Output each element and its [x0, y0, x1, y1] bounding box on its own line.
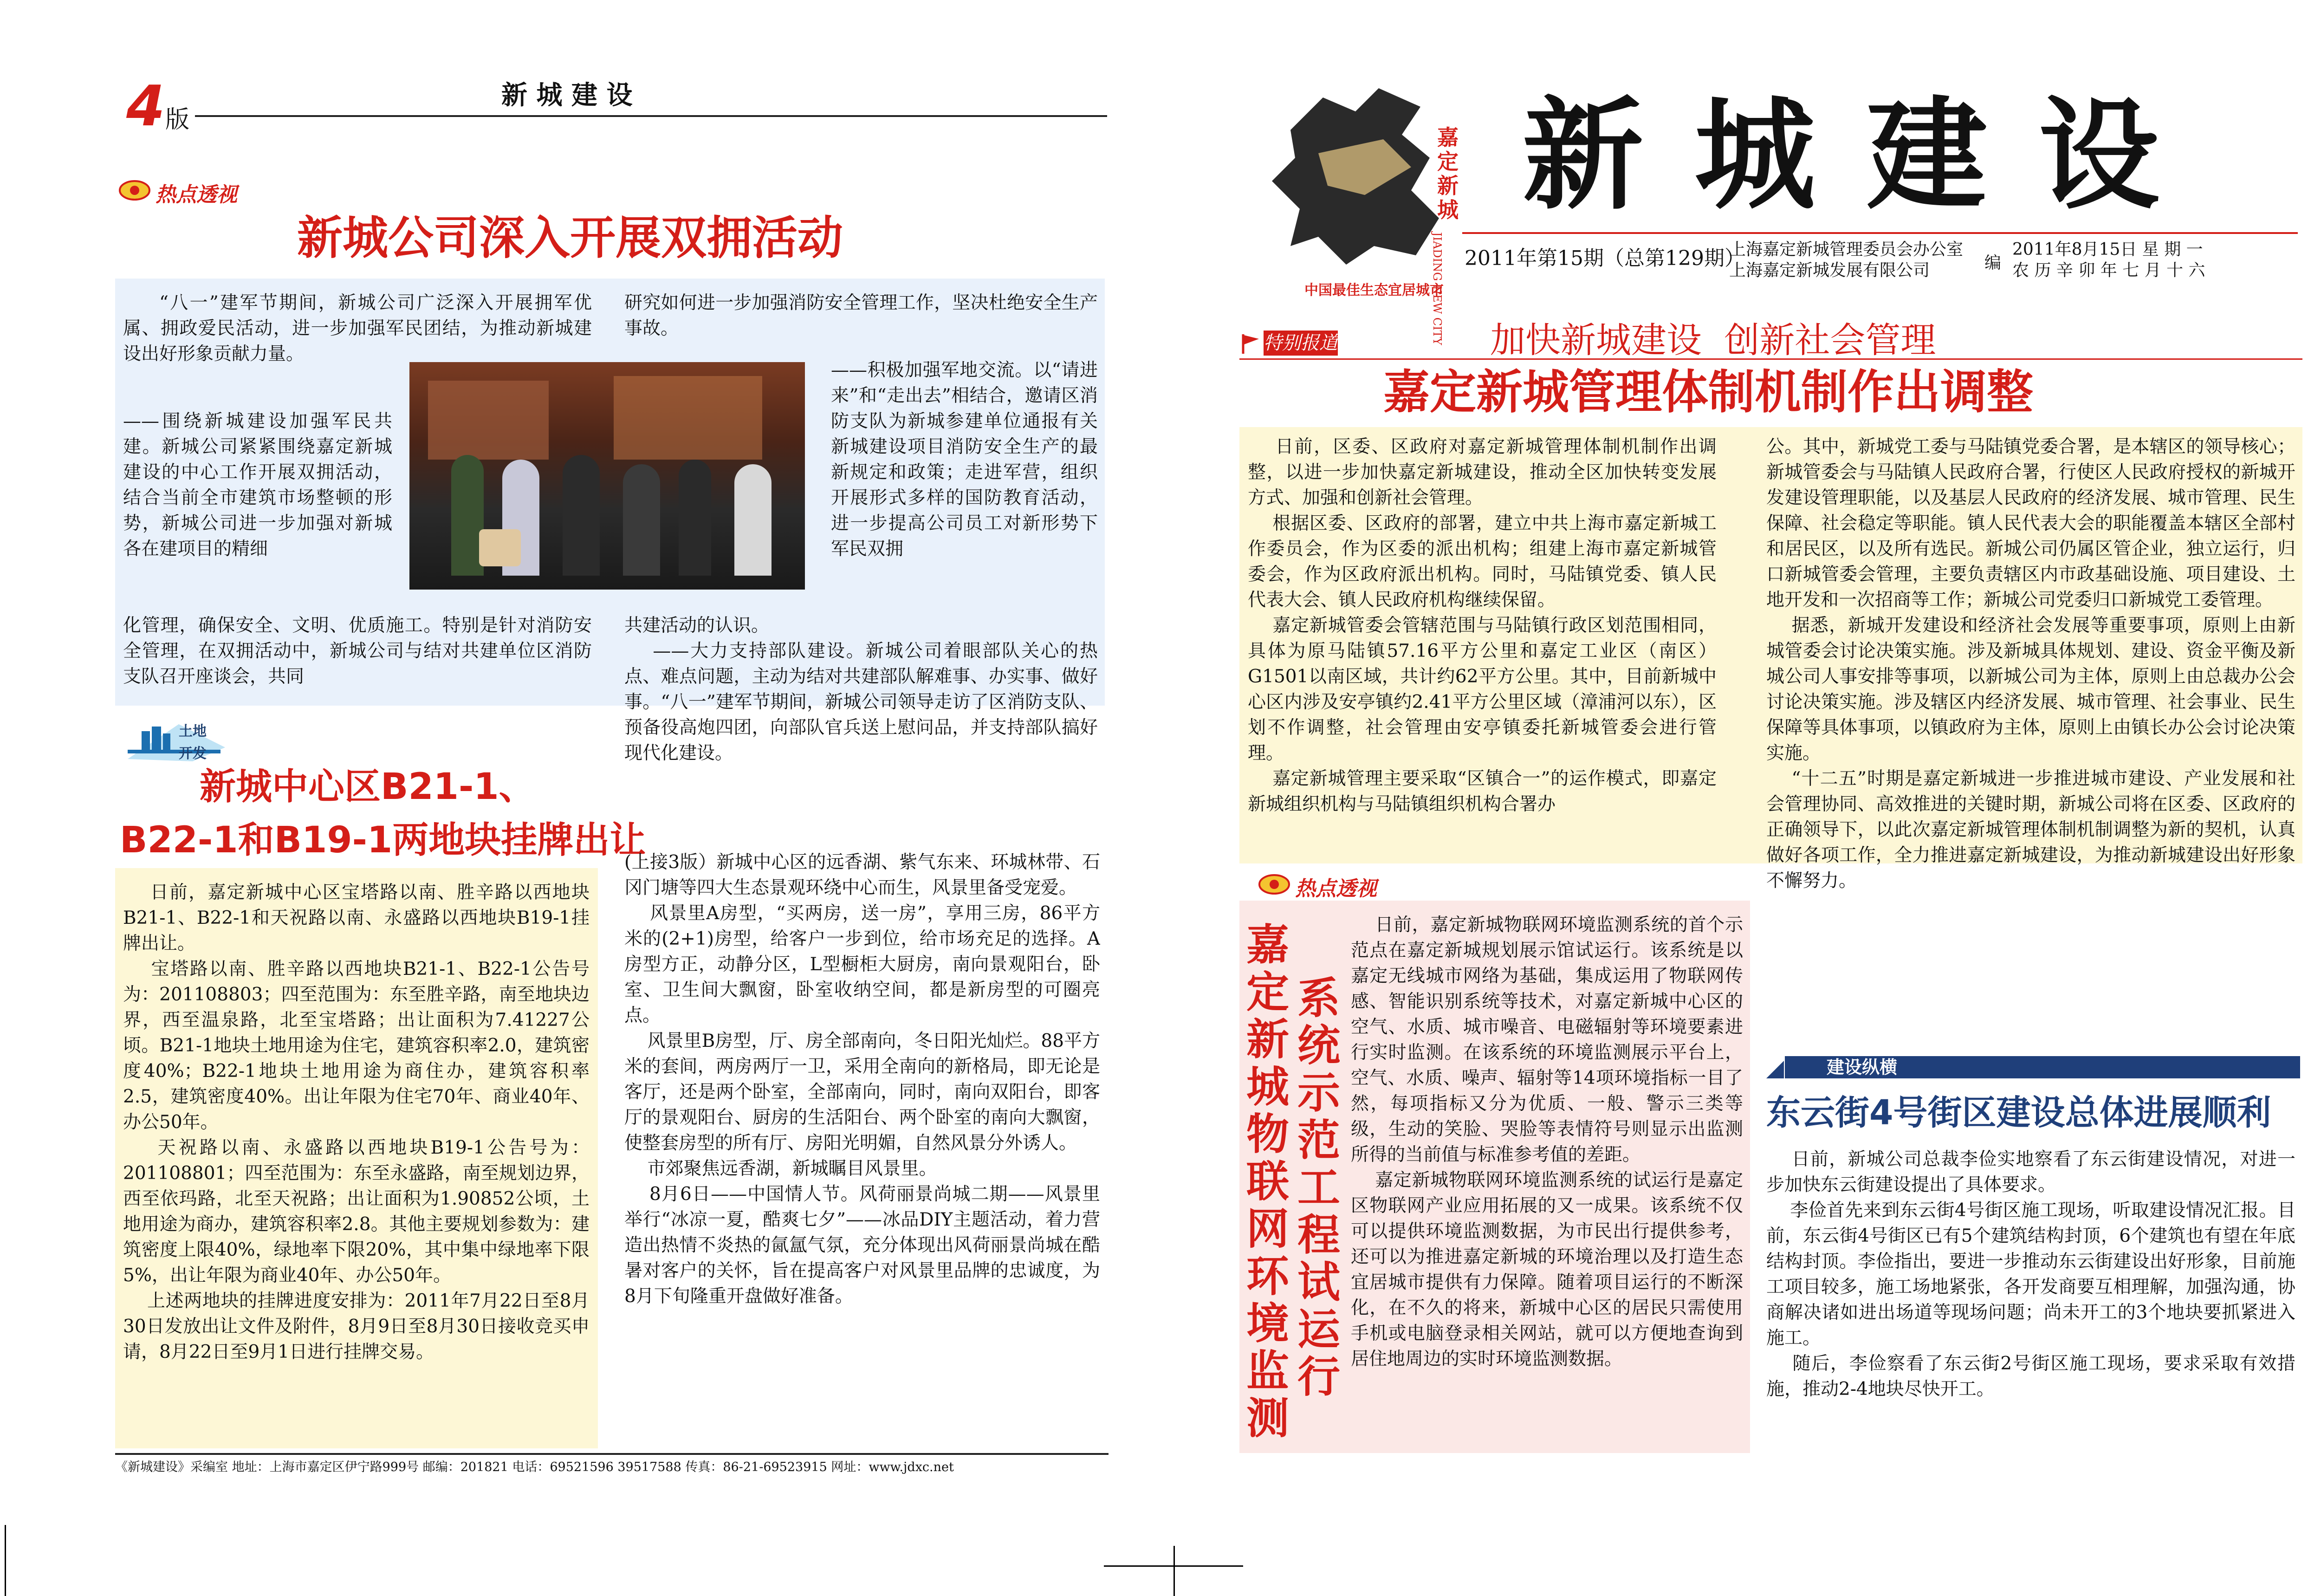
crop-mark-center-h — [1104, 1565, 1243, 1567]
iot-article-body: 日前，嘉定新城物联网环境监测系统的首个示范点在嘉定新城规划展示馆试运行。该系统是以嘉定无线城市网络为基础，集成运用了物联网传感、智能识别系统等技术，对嘉定新城中心区的空气、水质、城市噪音、电磁辐射等环境要素进行实时监测。在该系统的环境监测展示平台上，空气、水质、噪声、辐射等14项环境指标一目了然，每项指标又分为优质、一般、警示三类等级，生动的笑脸、哭脸等表情符号则显示出监测所得的当前值与标准参考值的差距。 嘉定新城物联网环境监测系统的试运行是嘉定区物联网产业应用拓展的又一成果。该系统不仅可以提供环境监测数据，为市民出行提供参考，还可以为推进嘉定新城的环境治理以及打造生态宜居城市提供有力保障。随着项目运行的不断深化，在不久的将来，新城中心区的居民只需使用手机或电脑登录相关网站，就可以方便地查询到居住地周边的实时环境监测数据。 — [1351, 915, 1743, 1369]
publisher-line1: 上海嘉定新城管理委员会办公室 — [1729, 240, 1964, 259]
main-article-col2: 公。其中，新城党工委与马陆镇党委合署，是本辖区的领导核心；新城管委会与马陆镇人民政府合署，行使区人民政府授权的新城开发建设管理职能，以及基层人民政府的经济发展、城市管理、民生保障、社会稳定等职能。镇人民代表大会的职能覆盖本辖区全部村和居民区，以及所有选民。新城公司仍属区管企业，独立运行，归口新城管委会管理，主要负责辖区内市政基础设施、项目建设、土地开发和一次招商等工作；新城公司党委归口新城党工委管理。 据悉，新城开发建设和经济社会发展等重要事项，原则上由新城管委会讨论决策实施。涉及新城具体规划、建设、资金平衡及新城公司人事安排等事项，以新城公司为主体，原则上由总裁办公会讨论决策实施。涉及辖区内经济发展、城市管理、社会事业、民生保障等具体事项，以镇政府为主体，原则上由镇长办公会讨论决策实施。 “十二五”时期是嘉定新城进一步推进城市建设、产业发展和社会管理协同、高效推进的关键时期，新城公司将在区委、区政府的正确领导下，以此次嘉定新城管理体制机制调整为新的契机，认真做好各项工作，全力推进嘉定新城建设，为推动新城建设出好形象不懈努力。 — [1766, 436, 2295, 891]
logo-slogan: 中国最佳生态宜居城市 — [1304, 282, 1444, 298]
construction-label — [1766, 1056, 2300, 1084]
dongyun-body: 日前，新城公司总裁李俭实地察看了东云街建设情况，对进一步加快东云街建设提出了具体要求。 李俭首先来到东云街4号街区施工现场，听取建设情况汇报。目前，东云街4号街区已有5个建筑结构封顶，6个建筑也有望在年底结构封顶。李俭指出，要进一步推动东云街建设出好形象，目前施工项目较多，施工场地紧张，各开发商要互相理解，加强沟通，协商解决诸如进出场道等现场问题；尚未开工的3个地块要抓紧进入施工。 随后，李俭察看了东云街2号街区施工现场，要求采取有效措施，推动2-4地块尽快开工。 — [1766, 1149, 2295, 1400]
triangle-icon — [1766, 1061, 1785, 1079]
land-development-icon — [123, 715, 230, 766]
land-label-line1: 土地 — [179, 723, 207, 740]
hot-topic-label — [118, 179, 237, 207]
article1-col1-side: ——围绕新城建设加强军民共建。新城公司紧紧围绕嘉定新城建设的中心工作开展双拥活动，结合当前全市建筑市场整顿的形势，新城公司进一步加强对新城各在建项目的精细 — [123, 411, 392, 559]
main-article-col1: 日前，区委、区政府对嘉定新城管理体制机制作出调整，以进一步加快嘉定新城建设，推动全区加快转变发展方式、加强和创新社会管理。 根据区委、区政府的部署，建立中共上海市嘉定新城工作委员会，作为区委的派出机构；组建上海市嘉定新城管委会，作为区政府派出机构。同时，马陆镇党委、镇人民代表大会、镇人民政府机构继续保留。 嘉定新城管委会管辖范围与马陆镇行政区划范围相同，具体为原马陆镇57.16平方公里和嘉定工业区（南区）G1501以南区域，共计约62平方公里。其中，目前新城中心区内涉及安亭镇约2.41平方公里区域（漳浦河以东），区划不作调整，社会管理由安亭镇委托新城管委会进行管理。 嘉定新城管理主要采取“区镇合一”的运作模式，即嘉定新城组织机构与马陆镇组织机构合署办 — [1248, 436, 1717, 815]
iot-title-right: 系统示范工程试运行 — [1297, 973, 1341, 1402]
article1-col2-bottom: 共建活动的认识。 ——大力支持部队建设。新城公司着眼部队关心的热点、难点问题，主动为结对共建部队解难事、办实事、做好事。“八一”建军节期间，新城公司领导走访了区消防支队、预备役高炮四团，向部队官兵送上慰问品，并支持部队搞好现代化建设。 — [624, 615, 1098, 764]
article2-title-line2: B22-1和B19-1两地块挂牌出让 — [120, 819, 646, 861]
article1-photo — [409, 362, 805, 590]
main-article-subtitle: 加快新城建设 创新社会管理 — [1490, 319, 1936, 361]
land-development-label — [123, 715, 230, 766]
running-head: 新 城 建 设 — [501, 80, 633, 110]
right-page — [1170, 0, 2321, 1596]
hot-topic-label-right — [1258, 873, 1377, 901]
logo-vertical-en: JIADING NEW CITY — [1431, 232, 1444, 345]
header-rule — [195, 115, 1107, 117]
construction-label-text: 建设纵横 — [1827, 1057, 1898, 1077]
flag-icon — [1239, 332, 1263, 356]
iot-title-left: 嘉定新城物联网环境监测 — [1246, 920, 1290, 1443]
edit-label: 编 — [1984, 253, 2002, 272]
eye-icon — [118, 179, 151, 202]
article1-title: 新城公司深入开展双拥活动 — [297, 212, 843, 265]
land-label-line2: 开发 — [179, 746, 207, 762]
publisher-line2: 上海嘉定新城发展有限公司 — [1729, 261, 1930, 280]
special-report-label — [1239, 331, 1337, 357]
date-line1: 2011年8月15日 星 期 一 — [2012, 240, 2203, 259]
dongyun-title: 东云街4号街区建设总体进展顺利 — [1766, 1093, 2271, 1133]
logo-vertical-name: 嘉定新城 — [1437, 125, 1459, 222]
footer-text: 《新城建设》采编室 地址：上海市嘉定区伊宁路999号 邮编：201821 电话：69521596 39517588 传真：86-21-69523915 网址：www.jdxc.net — [115, 1460, 954, 1474]
article1-col1-bottom: 化管理，确保安全、文明、优质施工。特别是针对消防安全管理，在双拥活动中，新城公司与结对共建单位区消防支队召开座谈会，共同 — [123, 615, 592, 687]
hot-topic-text: 热点透视 — [156, 183, 237, 207]
eye-icon — [1258, 873, 1290, 896]
article1-col1-top: “八一”建军节期间，新城公司广泛深入开展拥军优属、拥政爱民活动，进一步加强军民团结，为推动新城建设出好形象贡献力量。 — [123, 292, 592, 364]
crop-mark-left — [5, 1525, 6, 1596]
masthead-rule — [1462, 232, 2298, 234]
special-report-text: 特别报道 — [1264, 331, 1338, 356]
issue-number: 2011年第15期（总第129期） — [1465, 247, 1745, 270]
article1-col2-top: 研究如何进一步加强消防安全管理工作，坚决杜绝安全生产事故。 — [624, 292, 1098, 339]
article2-title-line1: 新城中心区B21-1、 — [200, 766, 535, 808]
page-unit: 版 — [165, 106, 190, 134]
article1-col2-side: ——积极加强军地交流。以“请进来”和“走出去”相结合，邀请区消防支队为新城参建单位通报有关新城建设项目消防安全生产的最新规定和政策；走进军营，组织开展形式多样的国防教育活动，进一步提高公司员工对新形势下军民双拥 — [831, 360, 1098, 559]
hot-topic-text-right: 热点透视 — [1295, 877, 1377, 901]
article2-body: 日前，嘉定新城中心区宝塔路以南、胜辛路以西地块B21-1、B22-1和天祝路以南、永盛路以西地块B19-1挂牌出让。 宝塔路以南、胜辛路以西地块B21-1、B22-1公告号为：201108803；四至范围为：东至胜辛路，南至地块边界，西至温泉路，北至宝塔路；出让面积为7.41227公顷。B21-1地块土地用途为住宅，建筑容积率2.0，建筑密度40%；B22-1地块土地用途为商住办，建筑容积率2.5，建筑密度40%。出让年限为住宅70年、商业40年、办公50年。 天祝路以南、永盛路以西地块B19-1公告号为：201108801；四至范围为：东至永盛路，南至规划边界，西至依玛路，北至天祝路；出让面积为1.90852公顷，土地用途为商办，建筑容积率2.8。其他主要规划参数为：建筑密度上限40%，绿地率下限20%，其中集中绿地率下限5%，出让年限为商业40年、办公50年。 上述两地块的挂牌进度安排为：2011年7月22日至8月30日发放出让文件及附件，8月9日至8月30日接收竞买申请，8月22日至9月1日进行挂牌交易。 — [123, 882, 590, 1362]
masthead-title: 新 城 建 设 — [1523, 84, 2164, 226]
date-line2: 农 历 辛 卯 年 七 月 十 六 — [2012, 261, 2205, 280]
footer-rule — [115, 1453, 1109, 1455]
crop-mark-center-v — [1173, 1546, 1175, 1596]
page-number: 4 — [126, 74, 165, 139]
continuation-body: (上接3版）新城中心区的远香湖、紫气东来、环城林带、石冈门塘等四大生态景观环绕中心而生，风景里备受宠爱。 风景里A房型，“买两房，送一房”，享用三房，86平方米的(2+1)房型，给客户一步到位，给市场充足的选择。A房型方正，动静分区，L型橱柜大厨房，南向景观阳台，卧室、卫生间大飘窗，卧室收纳空间，都是新房型的可圈亮点。 风景里B房型，厅、房全部南向，冬日阳光灿烂。88平方米的套间，两房两厅一卫，采用全南向的新格局，即无论是客厅，还是两个卧室，全部南向，同时，南向双阳台，即客厅的景观阳台、厨房的生活阳台、两个卧室的南向大飘窗，使整套房型的所有厅、房阳光明媚，自然风景分外诱人。 市郊聚焦远香湖，新城瞩目风景里。 8月6日——中国情人节。风荷丽景尚城二期——风景里举行“冰凉一夏，酷爽七夕”——冰品DIY主题活动，着力营造出热情不炎热的氤氲气氛，充分体现出风荷丽景尚城在酷暑对客户的关怀，旨在提高客户对风景里品牌的忠诚度，为8月下旬隆重开盘做好准备。 — [624, 852, 1100, 1307]
main-article-title: 嘉定新城管理体制机制作出调整 — [1383, 365, 2033, 419]
